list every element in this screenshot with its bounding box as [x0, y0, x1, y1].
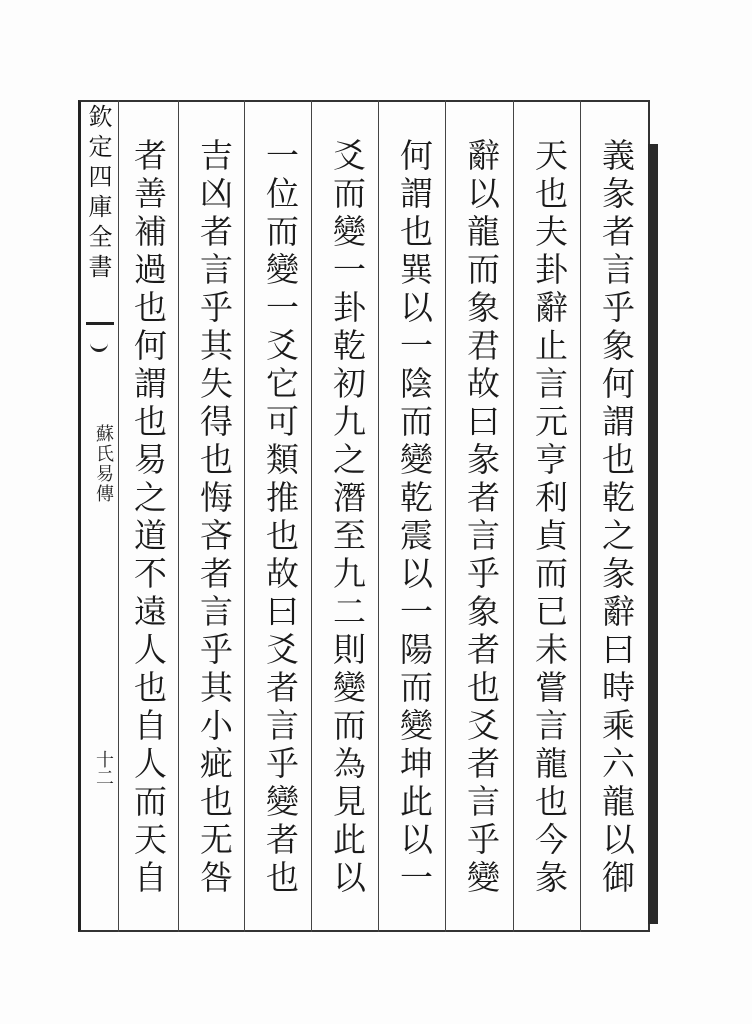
frame-right-edge	[648, 144, 658, 924]
text-column-6: 一位而變一爻它可類推也故曰爻者言乎變者也	[261, 138, 300, 898]
text-column-7: 吉凶者言乎其失得也悔吝者言乎其小疵也无咎	[195, 138, 234, 898]
margin-book-title: 蘇氏易傳	[93, 424, 114, 504]
column-divider	[513, 100, 514, 932]
margin-title: 欽定四庫全書	[84, 104, 112, 284]
column-divider	[580, 100, 581, 932]
column-divider	[311, 100, 312, 932]
text-column-3: 辭以龍而象君故曰彖者言乎象者也爻者言乎變	[462, 138, 501, 898]
text-column-2: 天也夫卦辭止言元亨利貞而已未嘗言龍也今彖	[530, 138, 569, 898]
column-divider	[244, 100, 245, 932]
margin-page-number: 十二	[93, 750, 114, 786]
text-column-1: 義彖者言乎象何謂也乾之彖辭曰時乘六龍以御	[597, 138, 636, 898]
column-divider	[378, 100, 379, 932]
text-column-8: 者善補過也何謂也易之道不遠人也自人而天自	[129, 138, 168, 898]
column-divider	[445, 100, 446, 932]
column-divider	[178, 100, 179, 932]
text-column-5: 爻而變一卦乾初九之潛至九二則變而為見此以	[328, 138, 367, 898]
fish-tail-mark	[86, 322, 114, 365]
text-column-4: 何謂也巽以一陰而變乾震以一陽而變坤此以一	[395, 138, 434, 898]
